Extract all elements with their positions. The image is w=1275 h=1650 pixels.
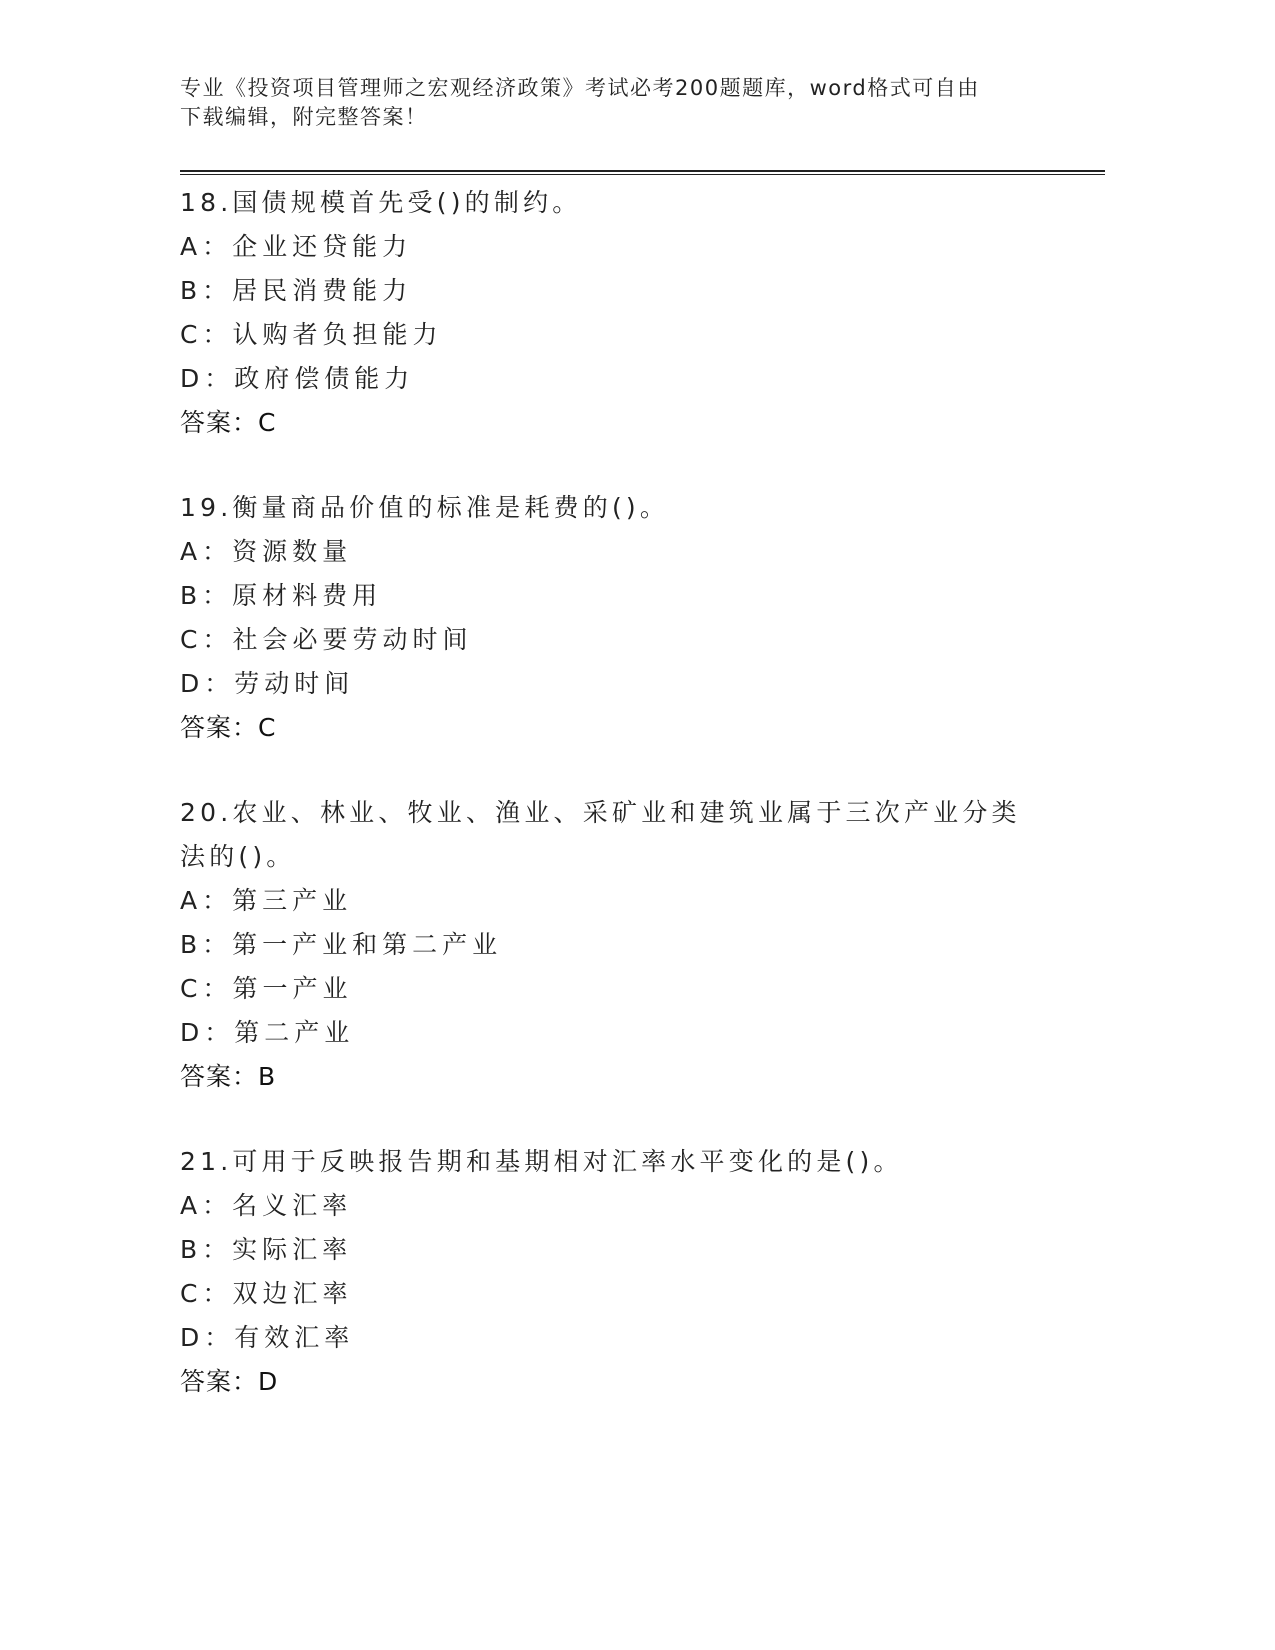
option-c: C：第一产业 [180, 974, 353, 1003]
option-d: D：有效汇率 [180, 1323, 355, 1352]
option-a: A：企业还贷能力 [180, 232, 413, 261]
document-header [180, 74, 1025, 132]
question-stem: 21.可用于反映报告期和基期相对汇率水平变化的是()。 [180, 1147, 903, 1176]
answer-label: 答案：C [180, 713, 277, 742]
option-c: C：认购者负担能力 [180, 320, 443, 349]
option-c: C：社会必要劳动时间 [180, 625, 473, 654]
option-b: B：居民消费能力 [180, 276, 413, 305]
answer-label: 答案：D [180, 1367, 279, 1396]
option-d: D：第二产业 [180, 1018, 355, 1047]
question-list [180, 181, 1105, 1445]
question-stem: 18.国债规模首先受()的制约。 [180, 188, 582, 217]
option-c: C：双边汇率 [180, 1279, 353, 1308]
answer-label: 答案：B [180, 1062, 277, 1091]
option-d: D：劳动时间 [180, 669, 355, 698]
question-20 [180, 791, 1105, 1099]
option-a: A：名义汇率 [180, 1191, 353, 1220]
question-stem: 20.农业、林业、牧业、渔业、采矿业和建筑业属于三次产业分类法的()。 [180, 798, 1021, 871]
option-b: B：实际汇率 [180, 1235, 353, 1264]
header-intro-line-1: 专业《投资项目管理师之宏观经济政策》考试必考200题题库，word格式可自由 [180, 76, 980, 100]
question-18 [180, 181, 1105, 445]
option-b: B：第一产业和第二产业 [180, 930, 503, 959]
option-a: A：资源数量 [180, 537, 353, 566]
option-b: B：原材料费用 [180, 581, 383, 610]
question-21 [180, 1140, 1105, 1404]
option-d: D：政府偿债能力 [180, 364, 415, 393]
option-a: A：第三产业 [180, 886, 353, 915]
answer-label: 答案：C [180, 408, 277, 437]
question-stem: 19.衡量商品价值的标准是耗费的()。 [180, 493, 670, 522]
question-19 [180, 486, 1105, 750]
header-divider [180, 170, 1105, 175]
header-intro-line-2: 下载编辑，附完整答案！ [180, 105, 428, 129]
